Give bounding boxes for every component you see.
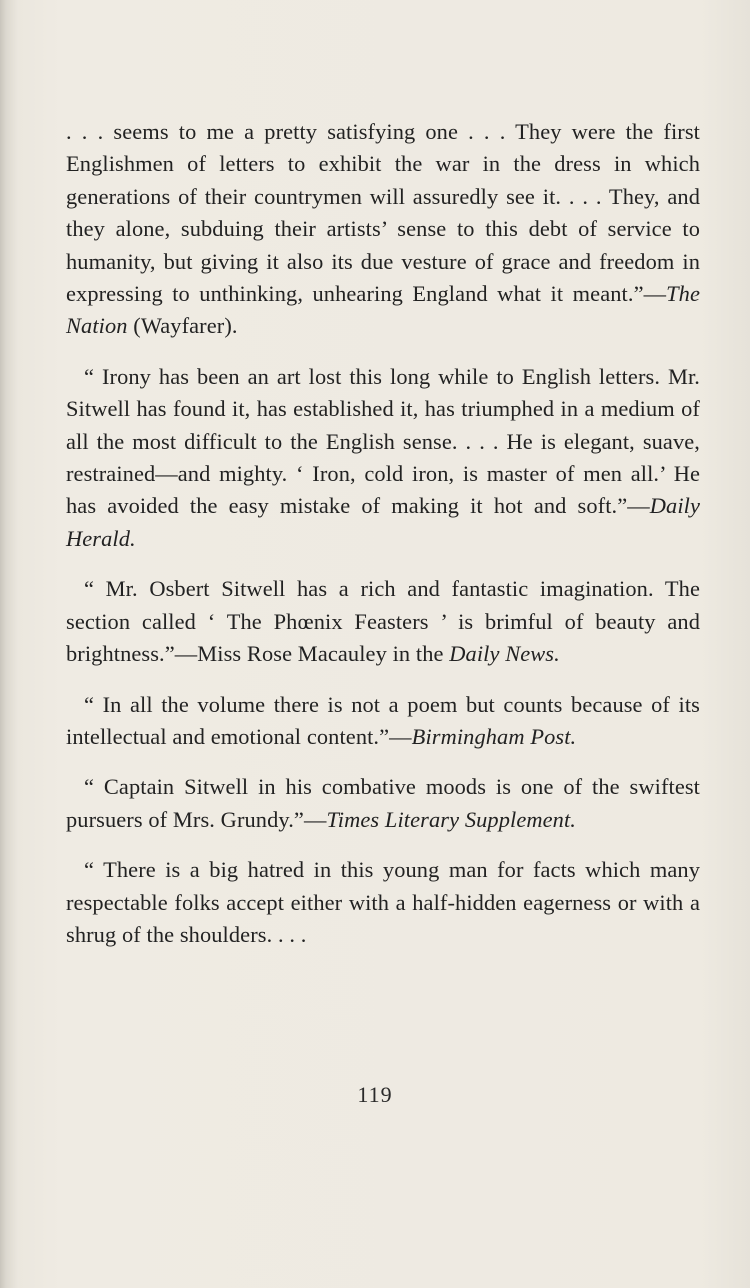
review-paragraph-young-man <box>66 854 700 951</box>
quote-text: “ There is a big hatred in this young man for facts which many respectable folks accept either with a half-hidden eagerness or with a shrug of the shoulders. . . . <box>66 857 700 947</box>
quote-text: . . . seems to me a pretty satisfying one . . . They were the first Englishmen of letters to exhibit the war in the dress in which generations of their countrymen will assuredly see it. . . . They, and they alone, subduing their artists’ sense to this debt of service to humanity, but giving it also its due vesture of grace and freedom in expressing to unthinking, unhearing England what it meant.”— <box>66 119 700 307</box>
quote-text: “ In all the volume there is not a poem but counts because of its intellectual and emotional content.”— <box>66 691 700 749</box>
quote-source-italic: The Nation <box>66 281 700 339</box>
page-number: 119 <box>357 1082 393 1107</box>
quote-text: “ Captain Sitwell in his combative moods is one of the swiftest pursuers of Mrs. Grundy.”— <box>66 774 700 832</box>
review-paragraph-nation <box>66 116 700 343</box>
review-paragraph-times-literary <box>66 771 700 836</box>
review-paragraph-daily-herald <box>66 361 700 555</box>
quote-source-italic: Daily News. <box>449 641 560 667</box>
quote-source-plain: (Wayfarer). <box>127 313 238 339</box>
quote-text: “ Irony has been an art lost this long while to English letters. Mr. Sitwell has found it, has established it, has triumphed in a medium of all the most difficult to the English sense. . . . He is elegant, suave, restrained—and mighty. ‘ Iron, cold iron, is master of men all.’ He has avoided the easy mistake of making it hot and soft.”— <box>66 363 700 519</box>
quote-text: “ Mr. Osbert Sitwell has a rich and fantastic imagination. The section called ‘ The Phœnix Feasters ’ is brimful of beauty and brightness.”—Miss Rose Macauley in the <box>66 576 700 667</box>
review-paragraph-daily-news <box>66 573 700 670</box>
quote-source-italic: Daily Herald. <box>66 493 700 551</box>
page-text <box>66 116 700 969</box>
quote-source-italic: Birmingham Post. <box>411 723 577 749</box>
review-paragraph-birmingham-post <box>66 689 700 754</box>
quote-source-italic: Times Literary Supplement. <box>326 806 576 832</box>
